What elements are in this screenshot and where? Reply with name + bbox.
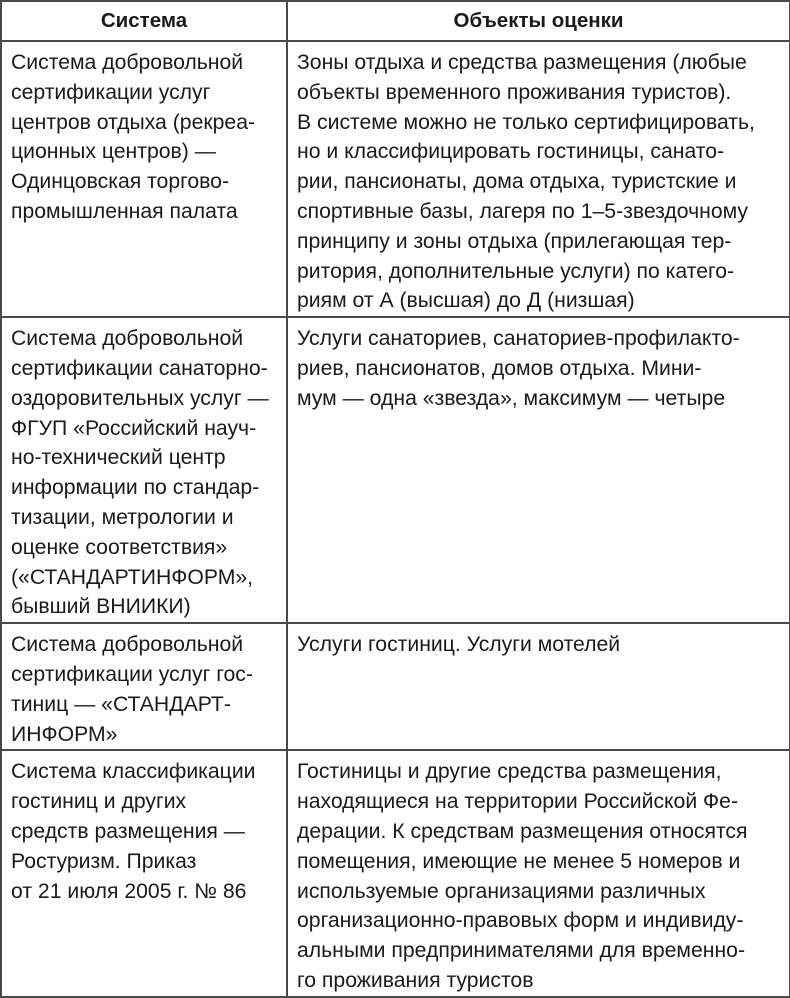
header-system: Система xyxy=(1,1,287,41)
text-line: сертификации услуг xyxy=(11,80,211,104)
text-line: риям от А (высшая) до Д (низшая) xyxy=(297,289,635,313)
text-line: находящиеся на территории Российской Фе- xyxy=(297,790,739,814)
text-line: помещения, имеющие не менее 5 номеров и xyxy=(297,849,741,873)
objects-cell xyxy=(287,750,790,996)
text-line: альными предпринимателями для временно- xyxy=(297,939,746,963)
text-line: го проживания туристов xyxy=(297,968,534,992)
text-line: («СТАНДАРТИНФОРМ», xyxy=(11,565,254,589)
system-cell xyxy=(1,750,287,996)
text-line: Система добровольной xyxy=(11,633,244,657)
text-line: средств размещения — xyxy=(11,819,245,843)
objects-cell xyxy=(287,317,790,623)
text-line: рии, пансионаты, дома отдыха, туристские и xyxy=(297,170,737,194)
text-line: дерации. К средствам размещения относятся xyxy=(297,819,748,843)
text-line: ИНФОРМ» xyxy=(11,722,118,746)
text-line: но и классифицировать гостиницы, санато- xyxy=(297,140,725,164)
objects-cell xyxy=(287,623,790,750)
text-line: от 21 июля 2005 г. № 86 xyxy=(11,879,247,903)
text-line: оздоровительных услуг — xyxy=(11,386,269,410)
text-line: Система добровольной xyxy=(11,327,244,351)
text-line: промышленная палата xyxy=(11,199,238,223)
text-line: но-технический центр xyxy=(11,446,226,470)
header-objects: Объекты оценки xyxy=(287,1,790,41)
text-line: Ростуризм. Приказ xyxy=(11,849,197,873)
text-line: принципу и зоны отдыха (прилегающая тер- xyxy=(297,229,732,253)
text-line: организационно-правовых форм и индивиду- xyxy=(297,909,744,933)
text-line: спортивные базы, лагеря по 1–5-звездочному xyxy=(297,199,749,223)
text-line: гостиниц и других xyxy=(11,790,187,814)
text-line: Услуги гостиниц. Услуги мотелей xyxy=(297,633,621,657)
text-line: Гостиницы и другие средства размещения, xyxy=(297,760,722,784)
text-line: Одинцовская торгово- xyxy=(11,170,230,194)
text-line: сертификации услуг гос- xyxy=(11,662,253,686)
objects-cell xyxy=(287,41,790,317)
table-row xyxy=(1,41,790,317)
text-line: Услуги санаториев, санаториев-профилакто- xyxy=(297,327,740,351)
text-line: объекты временного проживания туристов). xyxy=(297,80,732,104)
system-cell xyxy=(1,41,287,317)
text-line: риев, пансионатов, домов отдыха. Мини- xyxy=(297,356,702,380)
text-line: информации по стандар- xyxy=(11,476,260,500)
text-line: оценке соответствия» xyxy=(11,535,228,559)
text-line: Система добровольной xyxy=(11,51,244,74)
table-row xyxy=(1,750,790,996)
text-line: В системе можно не только сертифицировать, xyxy=(297,110,755,134)
text-line: тиниц — «СТАНДАРТ- xyxy=(11,692,231,716)
text-line: бывший ВНИИКИ) xyxy=(11,595,191,619)
system-cell xyxy=(1,317,287,623)
text-line: Зоны отдыха и средства размещения (любые xyxy=(297,51,747,74)
table-row xyxy=(1,317,790,623)
table-row xyxy=(1,623,790,750)
text-line: ционных центров) — xyxy=(11,140,216,164)
text-line: сертификации санаторно- xyxy=(11,356,268,380)
text-line: Система классификации xyxy=(11,760,256,784)
table-header-row xyxy=(1,1,790,41)
system-cell xyxy=(1,623,287,750)
text-line: центров отдыха (рекреа- xyxy=(11,110,256,134)
text-line: ритория, дополнительные услуги) по катего- xyxy=(297,259,735,283)
text-line: тизации, метрологии и xyxy=(11,505,234,529)
text-line: используемые организациями различных xyxy=(297,879,706,903)
text-line: ФГУП «Российский науч- xyxy=(11,416,257,440)
text-line: мум — одна «звезда», максимум — четыре xyxy=(297,386,726,410)
